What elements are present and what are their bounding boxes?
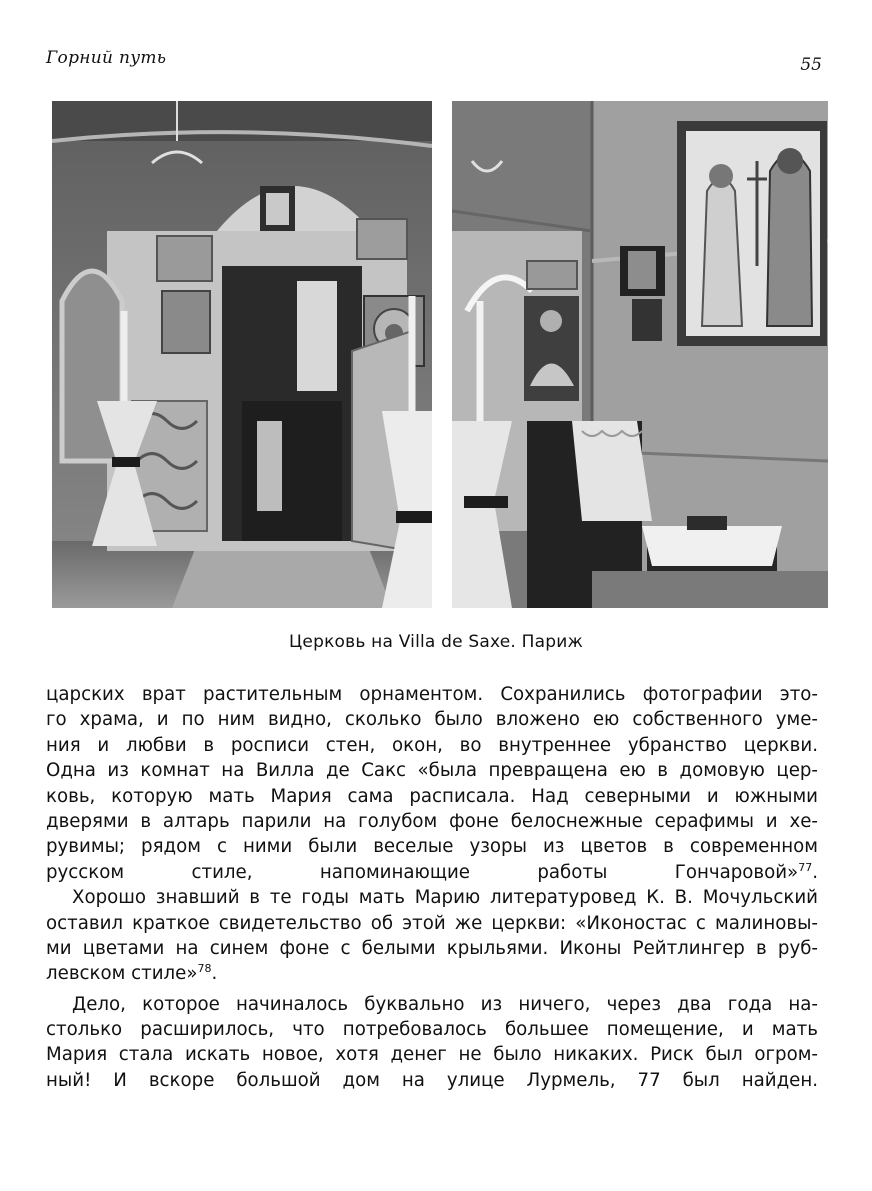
text-line bbox=[46, 961, 818, 986]
text-line: Дело, которое начиналось буквально из ничего, через два года на- bbox=[72, 993, 818, 1015]
church-photo-right bbox=[452, 101, 828, 608]
text-line: ми цветами на синем фоне с белыми крыльями. Иконы Рейтлингер в руб- bbox=[46, 937, 818, 959]
body-text bbox=[46, 682, 818, 1093]
figure-caption: Церковь на Villa de Saxe. Париж bbox=[289, 632, 583, 652]
text-fragment: . bbox=[812, 861, 818, 883]
text-line: рувимы; рядом с ними были веселые узоры из цветов в современном bbox=[46, 836, 818, 858]
iconostasis-photo bbox=[52, 101, 432, 608]
running-title: Горний путь bbox=[46, 48, 167, 68]
text-fragment: левском стиле» bbox=[46, 963, 198, 985]
text-line: Одна из комнат на Вилла де Сакс «была превращена ею в домовую цер- bbox=[46, 760, 818, 782]
icon-corner-photo bbox=[452, 101, 828, 608]
text-line: го храма, и по ним видно, сколько было вложено ею собственного уме- bbox=[46, 709, 818, 731]
text-line: ния и любви в росписи стен, окон, во внутреннее убранство церкви. bbox=[46, 734, 818, 756]
text-line: дверями в алтарь парили на голубом фоне белоснежные серафимы и хе- bbox=[46, 810, 818, 832]
text-line bbox=[46, 860, 818, 885]
footnote-ref: 77 bbox=[798, 860, 813, 874]
text-line: Мария стала искать новое, хотя денег не было никаких. Риск был огром- bbox=[46, 1044, 818, 1066]
text-line: ный! И вскоре большой дом на улице Лурмель, 77 был найден. bbox=[46, 1069, 818, 1091]
text-line: столько расширилось, что потребовалось большее помещение, и мать bbox=[46, 1019, 818, 1041]
text-line: ковь, которую мать Мария сама расписала. Над северными и южными bbox=[46, 785, 818, 807]
text-fragment: русском стиле, напоминающие работы Гончаровой» bbox=[46, 861, 799, 883]
text-line: оставил краткое свидетельство об этой же церкви: «Иконостас с малиновы- bbox=[46, 912, 818, 934]
footnote-ref: 78 bbox=[197, 962, 212, 976]
church-photo-left bbox=[52, 101, 432, 608]
text-line: царских врат растительным орнаментом. Сохранились фотографии это- bbox=[46, 684, 818, 705]
page-number: 55 bbox=[800, 55, 822, 75]
text-fragment: . bbox=[211, 963, 218, 985]
text-line: Хорошо знавший в те годы мать Марию литературовед К. В. Мочульский bbox=[72, 887, 818, 909]
